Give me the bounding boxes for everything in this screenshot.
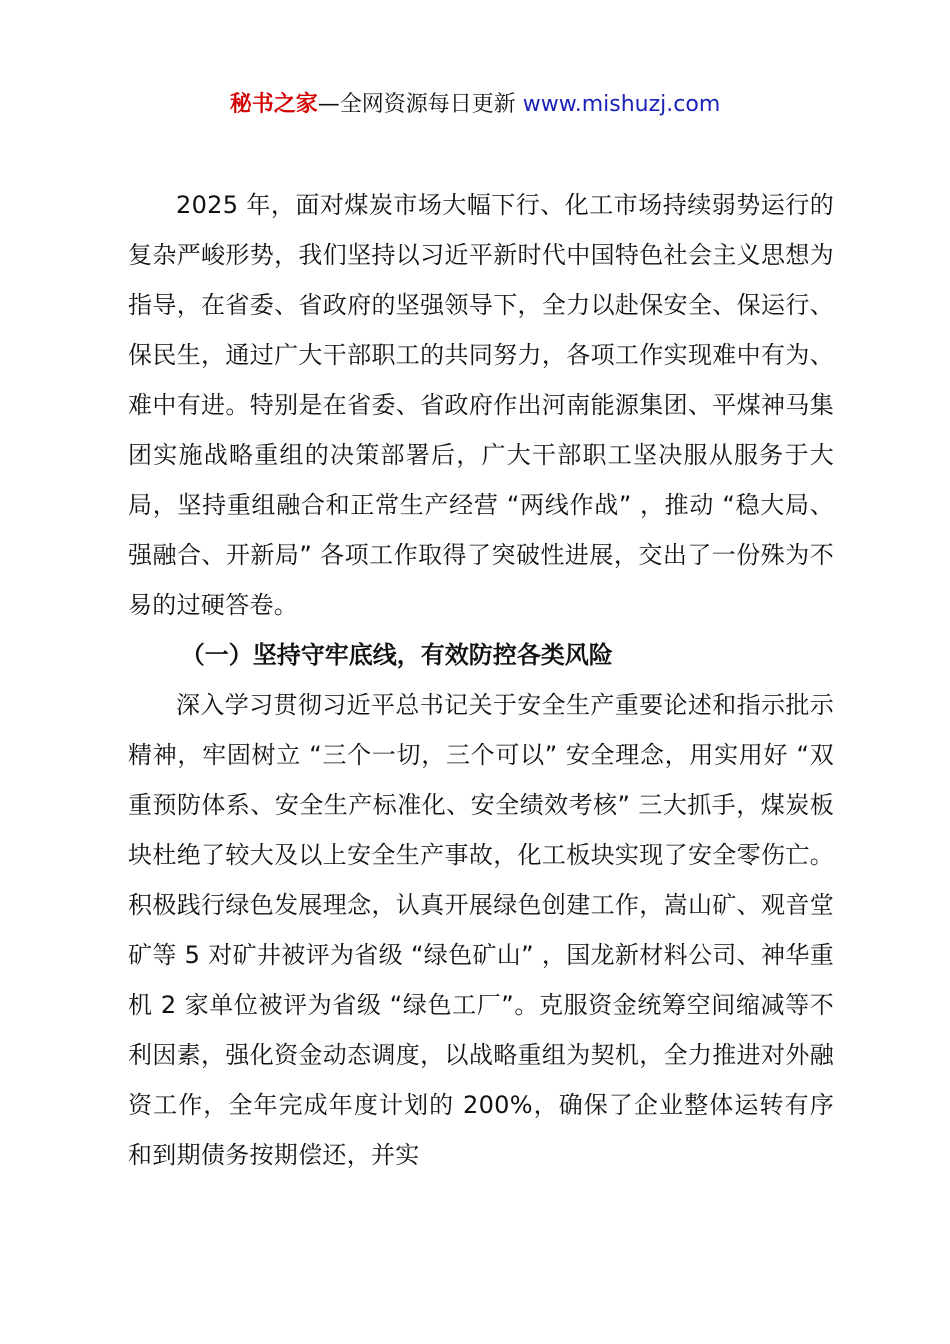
site-header [0, 88, 950, 122]
site-url-link[interactable]: www.mishuzj.com [522, 92, 721, 117]
intro-paragraph: 2025 年，面对煤炭市场大幅下行、化工市场持续弱势运行的复杂严峻形势，我们坚持以习近平新时代中国特色社会主义思想为指导，在省委、省政府的坚强领导下，全力以赴保安全、保运行、保民生，通过广大干部职工的共同努力，各项工作实现难中有为、难中有进。特别是在省委、省政府作出河南能源集团、平煤神马集团实施战略重组的决策部署后，广大干部职工坚决服从服务于大局，坚持重组融合和正常生产经营 “两线作战” ，推动 “稳大局、强融合、开新局” 各项工作取得了突破性进展，交出了一份殊为不易的过硬答卷。 [128, 191, 834, 619]
brand-name: 秘书之家 [229, 92, 318, 117]
section-heading: （一）坚持守牢底线，有效防控各类风险 [180, 641, 613, 669]
header-tagline: —全网资源每日更新 [317, 92, 523, 117]
section-paragraph: 深入学习贯彻习近平总书记关于安全生产重要论述和指示批示精神，牢固树立 “三个一切，三个可以” 安全理念，用实用好 “双重预防体系、安全生产标准化、安全绩效考核” 三大抓手，煤炭板块杜绝了较大及以上安全生产事故，化工板块实现了安全零伤亡。积极践行绿色发展理念，认真开展绿色创建工作，嵩山矿、观音堂矿等 5 对矿井被评为省级 “绿色矿山” ，国龙新材料公司、神华重机 2 家单位被评为省级 “绿色工厂”。克服资金统筹空间缩减等不利因素，强化资金动态调度，以战略重组为契机，全力推进对外融资工作，全年完成年度计划的 200%，确保了企业整体运转有序和到期债务按期偿还，并实 [128, 691, 834, 1169]
document-body [128, 180, 834, 1180]
